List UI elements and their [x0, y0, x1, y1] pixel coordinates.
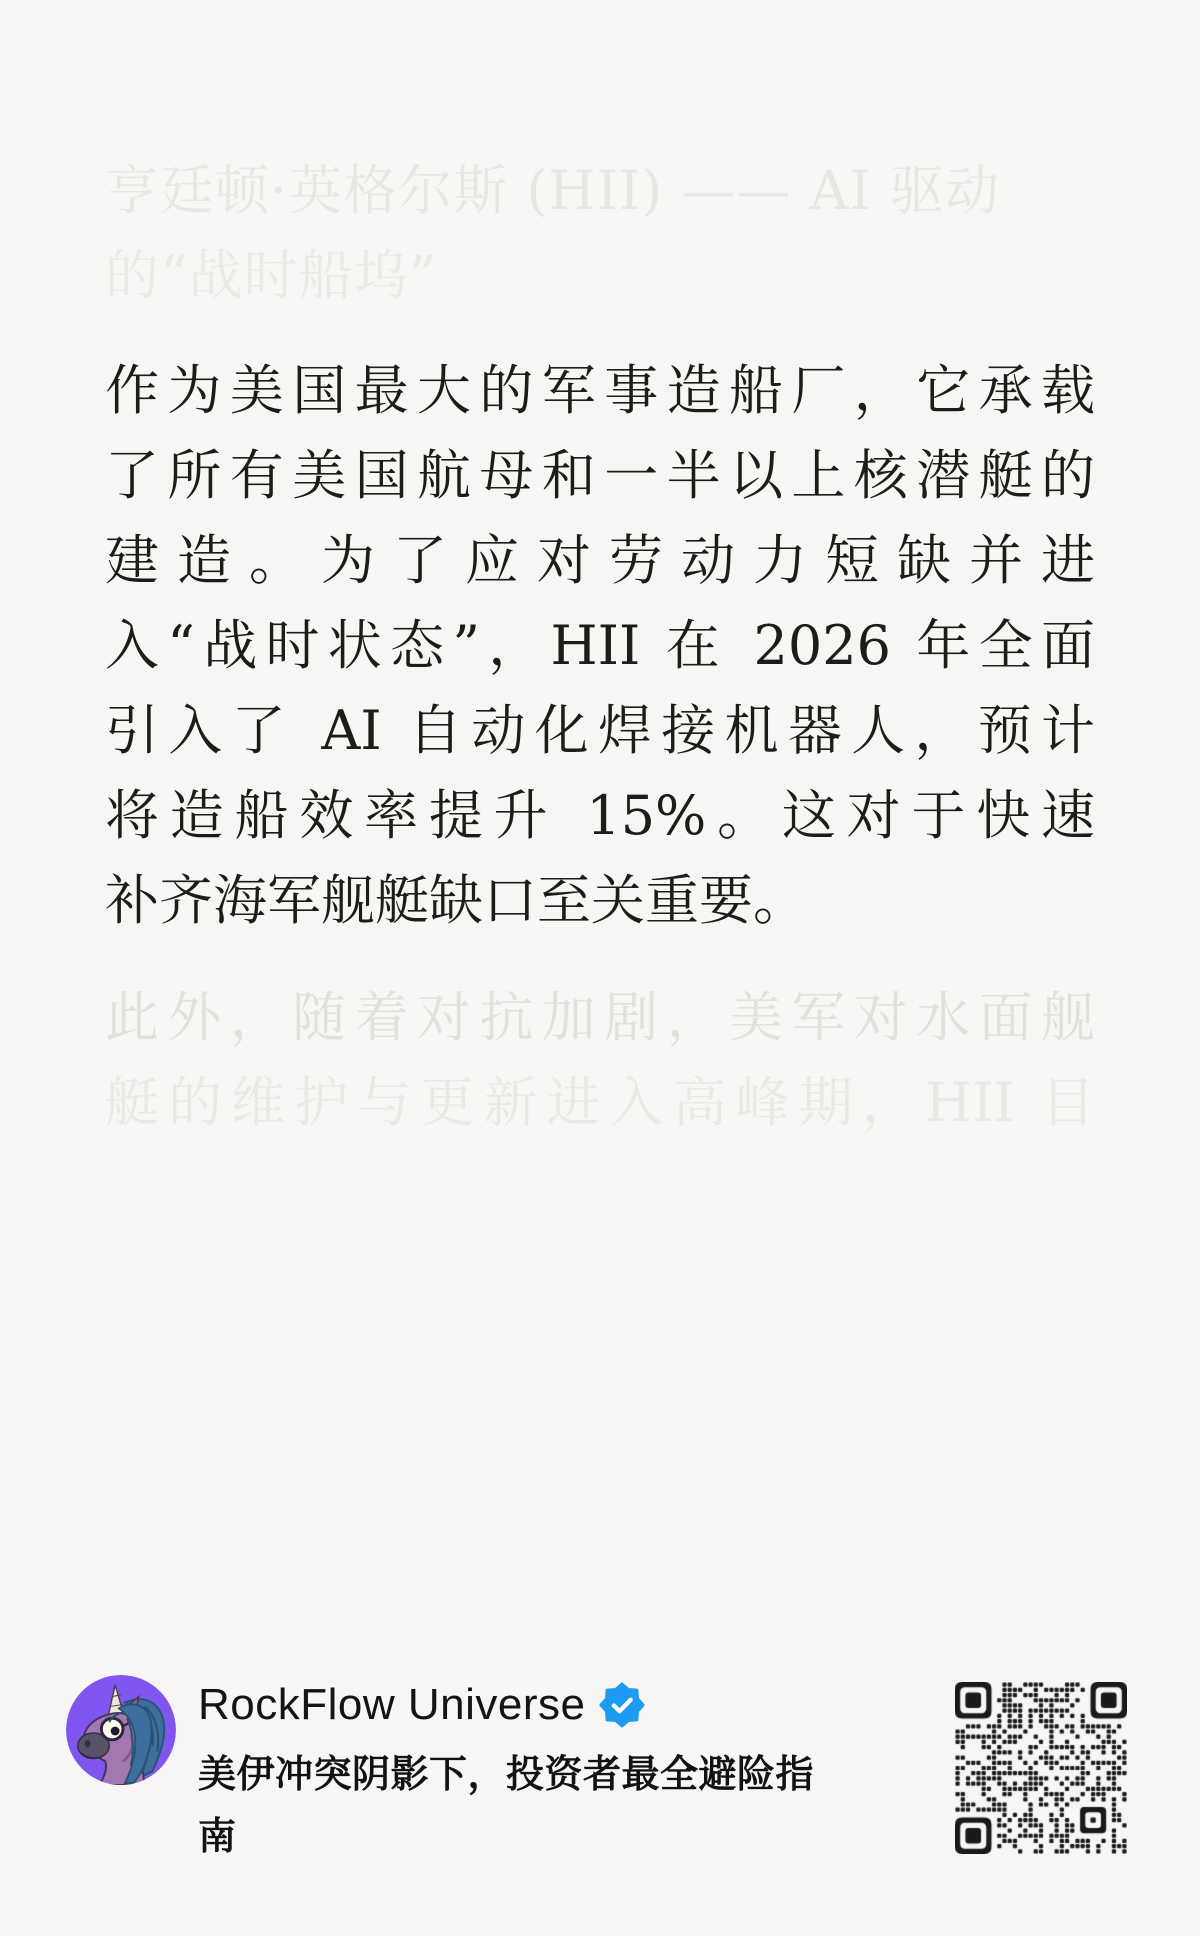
- ghost-title-line: 亨廷顿·英格尔斯 (HII) —— AI 驱动: [105, 159, 1001, 222]
- footer-text: [198, 1678, 823, 1868]
- ghost-paragraph-line: 艇的维护与更新进入高峰期，HII 目: [105, 1071, 1095, 1134]
- article-line: 了所有美国航母和一半以上核潜艇的: [105, 444, 1095, 507]
- account-row: [198, 1678, 823, 1732]
- ghost-paragraph-line: 此外，随着对抗加剧，美军对水面舰: [105, 986, 1095, 1049]
- article-line: 补齐海军舰艇缺口至关重要。: [105, 869, 807, 932]
- article-line: 入“战时状态”，HII 在 2026 年全面: [105, 614, 1095, 677]
- article-line: 将造船效率提升 15%。这对于快速: [105, 784, 1095, 847]
- footer: [0, 1670, 1200, 1890]
- verified-badge-icon: [599, 1682, 645, 1728]
- unicorn-avatar-icon: [66, 1675, 176, 1785]
- ghost-title-line: 的“战时船坞”: [105, 244, 438, 307]
- article-line: 作为美国最大的军事造船厂，它承载: [105, 359, 1095, 422]
- article-subtitle: 美伊冲突阴影下，投资者最全避险指南: [198, 1754, 815, 1858]
- article-body: [0, 148, 1200, 1145]
- account-name: RockFlow Universe: [198, 1680, 586, 1729]
- ghost-article-title: [105, 148, 1095, 318]
- article-paragraph: [105, 348, 1095, 943]
- avatar: [66, 1675, 176, 1785]
- qr-code-icon: [955, 1682, 1127, 1854]
- share-card: [0, 148, 1200, 1936]
- article-line: 引入了 AI 自动化焊接机器人，预计: [105, 699, 1095, 762]
- ghost-next-paragraph: [105, 975, 1095, 1145]
- article-line: 建造。为了应对劳动力短缺并进: [105, 529, 1095, 592]
